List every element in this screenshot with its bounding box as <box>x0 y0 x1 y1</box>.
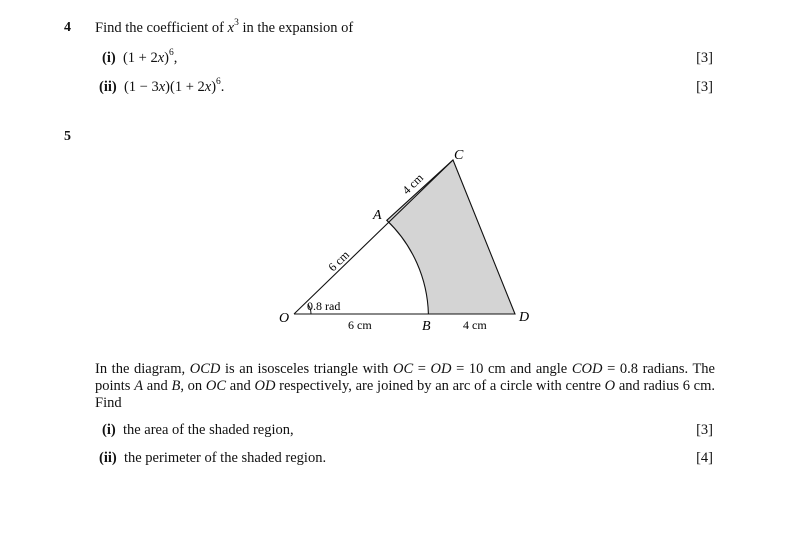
question-number-5: 5 <box>64 129 71 144</box>
label-ob: 6 cm <box>348 318 372 332</box>
math-a: A <box>134 378 144 394</box>
stem-text-pre: Find the coefficient of <box>95 20 228 36</box>
stem-text-post: in the expansion of <box>238 20 354 36</box>
label-d: D <box>519 310 530 325</box>
text-run: respectively, are joined by an arc of a circle with centre <box>275 378 605 394</box>
expr-var: x <box>157 50 165 66</box>
part-label: (ii) <box>99 450 117 466</box>
math-oc: OC <box>205 378 227 394</box>
text-run: and <box>143 378 172 394</box>
marks-5-ii: [4] <box>696 450 713 466</box>
label-b: B <box>422 319 431 334</box>
text-run: = <box>413 361 431 377</box>
math-od: OD <box>430 361 452 377</box>
label-angle: 0.8 rad <box>307 299 341 313</box>
expr-b: )(1 + 2 <box>165 79 205 95</box>
text-run: and radius 6 cm. Find <box>95 378 716 411</box>
question-5-part-ii <box>99 450 326 467</box>
expr-b: ) <box>164 50 169 66</box>
label-a: A <box>373 208 382 223</box>
part-label: (i) <box>102 422 116 438</box>
question-5-part-i <box>102 422 294 439</box>
part-label: (i) <box>102 50 116 66</box>
expr-end: . <box>220 79 225 95</box>
expr-a: (1 − 3 <box>123 79 159 95</box>
expr-var: x <box>158 79 166 95</box>
math-ocd: OCD <box>189 361 221 377</box>
part-text: the perimeter of the shaded region. <box>123 450 327 466</box>
expr-exp: 6 <box>216 77 221 88</box>
label-oa: 6 cm <box>325 247 353 275</box>
text-run: is an isosceles triangle with <box>220 361 393 377</box>
label-ac: 4 cm <box>399 170 427 198</box>
stem-variable: x <box>227 20 235 36</box>
part-text: the area of the shaded region, <box>122 422 294 438</box>
text-run: = 10 cm and angle <box>451 361 572 377</box>
question-5-paragraph <box>95 361 715 412</box>
expr-end: , <box>173 50 178 66</box>
math-od: OD <box>254 378 276 394</box>
math-oc: OC <box>392 361 414 377</box>
label-bd: 4 cm <box>463 318 487 332</box>
math-b: B <box>171 378 181 394</box>
stem-exponent: 3 <box>234 18 239 29</box>
math-o: O <box>604 378 616 394</box>
marks-4-i: [3] <box>696 50 713 66</box>
expr-c: ) <box>211 79 217 95</box>
label-c: C <box>454 148 464 163</box>
math-cod: COD <box>571 361 603 377</box>
expr-a: (1 + 2 <box>122 50 158 66</box>
text-run: In the diagram, <box>95 361 190 377</box>
text-run: and <box>226 378 255 394</box>
label-o: O <box>279 311 290 326</box>
expr-var2: x <box>204 79 212 95</box>
text-run: , on <box>180 378 206 394</box>
part-label: (ii) <box>99 79 117 95</box>
marks-4-ii: [3] <box>696 79 713 95</box>
marks-5-i: [3] <box>696 422 713 438</box>
question-number-4: 4 <box>64 20 71 35</box>
expr-exp: 6 <box>168 48 174 59</box>
text-run: = 0.8 radians. The points <box>95 361 715 394</box>
